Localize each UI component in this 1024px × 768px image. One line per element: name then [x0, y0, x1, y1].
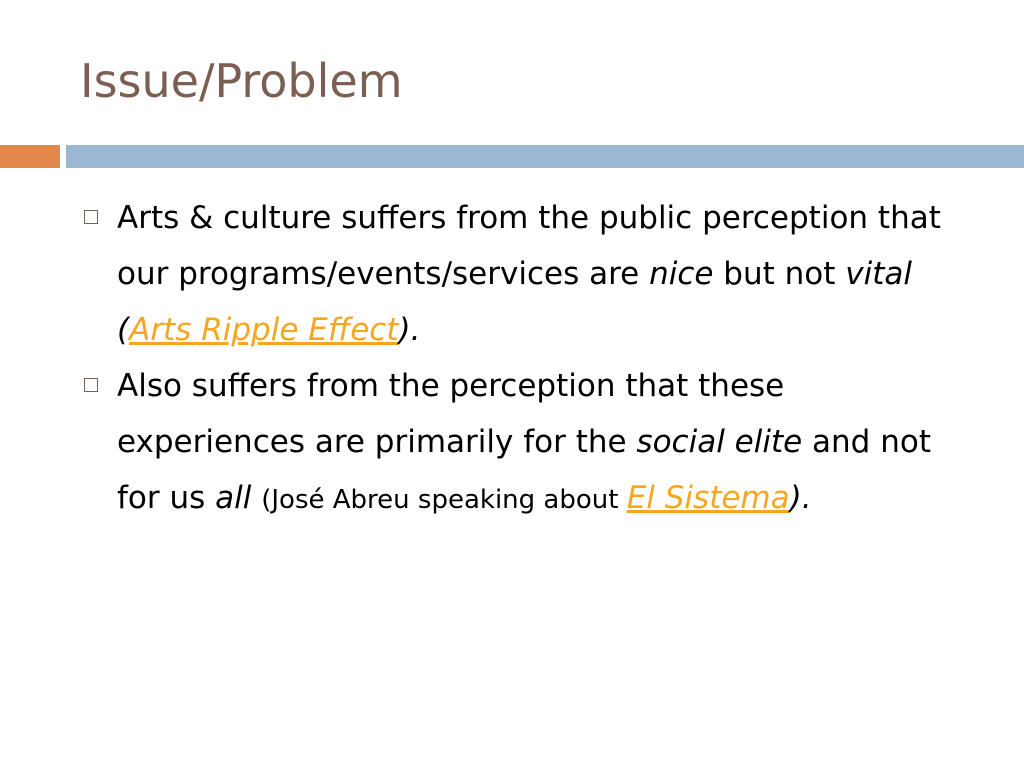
bullet-item	[84, 358, 964, 528]
bullet-text: and not for us	[117, 424, 931, 516]
arts-ripple-effect-link[interactable]: Arts Ripple Effect	[129, 312, 399, 348]
accent-bar-orange	[0, 145, 60, 168]
emphasis-text: all	[215, 480, 252, 516]
bullet-text: ).	[398, 312, 421, 348]
bullet-list	[84, 190, 964, 528]
emphasis-text: social elite	[636, 424, 803, 460]
el-sistema-link[interactable]: El Sistema	[626, 480, 790, 516]
bullet-text: Also suffers from the perception that these experiences are primarily for the	[117, 368, 785, 460]
emphasis-text: nice	[649, 256, 714, 292]
square-bullet-icon	[84, 378, 98, 392]
bullet-text: ).	[789, 480, 812, 516]
bullet-text: Arts & culture suffers from the public perception that our programs/events/services are	[117, 200, 941, 292]
accent-bar-blue	[66, 145, 1024, 168]
bullet-text: but not	[713, 256, 846, 292]
bullet-text: (	[117, 312, 130, 348]
square-bullet-icon	[84, 210, 98, 224]
bullet-text	[251, 480, 261, 516]
emphasis-text: vital	[845, 256, 912, 292]
slide-title: Issue/Problem	[80, 54, 403, 108]
bullet-item	[84, 190, 964, 358]
attribution-text: (José Abreu speaking about	[261, 485, 627, 515]
